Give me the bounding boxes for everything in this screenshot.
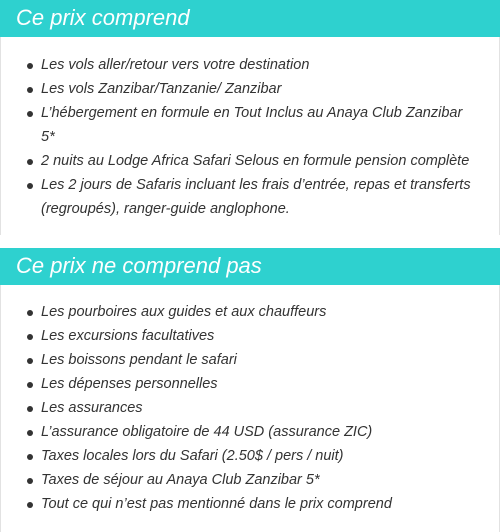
bullet-icon [27, 334, 33, 340]
list-item: Les assurances [1, 396, 471, 420]
excludes-header [0, 248, 500, 285]
bullet-icon [27, 478, 33, 484]
excludes-box [0, 285, 500, 532]
bullet-icon [27, 382, 33, 388]
bullet-icon [27, 87, 33, 93]
bullet-icon [27, 406, 33, 412]
excludes-title: Ce prix ne comprend pas [16, 253, 262, 278]
bullet-icon [27, 111, 33, 117]
list-item: L’assurance obligatoire de 44 USD (assurance ZIC) [1, 420, 471, 444]
list-item: Les 2 jours de Safaris incluant les frais d’entrée, repas et transferts (regroupés), ranger-guide anglophone. [1, 173, 471, 221]
bullet-icon [27, 183, 33, 189]
includes-title: Ce prix comprend [16, 5, 190, 30]
excludes-list [1, 300, 471, 516]
list-item: Les boissons pendant le safari [1, 348, 471, 372]
includes-box [0, 37, 500, 235]
bullet-icon [27, 454, 33, 460]
bullet-icon [27, 358, 33, 364]
list-item: Les vols aller/retour vers votre destination [1, 53, 471, 77]
list-item: Les vols Zanzibar/Tanzanie/ Zanzibar [1, 77, 471, 101]
bullet-icon [27, 430, 33, 436]
list-item: Taxes locales lors du Safari (2.50$ / pers / nuit) [1, 444, 471, 468]
includes-list [1, 53, 471, 221]
list-item: Les dépenses personnelles [1, 372, 471, 396]
list-item: Tout ce qui n’est pas mentionné dans le prix comprend [1, 492, 471, 516]
list-item: Les pourboires aux guides et aux chauffeurs [1, 300, 471, 324]
list-item: Taxes de séjour au Anaya Club Zanzibar 5* [1, 468, 471, 492]
bullet-icon [27, 159, 33, 165]
bullet-icon [27, 502, 33, 508]
list-item: 2 nuits au Lodge Africa Safari Selous en formule pension complète [1, 149, 471, 173]
includes-header [0, 0, 500, 37]
list-item: L’hébergement en formule en Tout Inclus au Anaya Club Zanzibar 5* [1, 101, 471, 149]
bullet-icon [27, 63, 33, 69]
bullet-icon [27, 310, 33, 316]
list-item: Les excursions facultatives [1, 324, 471, 348]
